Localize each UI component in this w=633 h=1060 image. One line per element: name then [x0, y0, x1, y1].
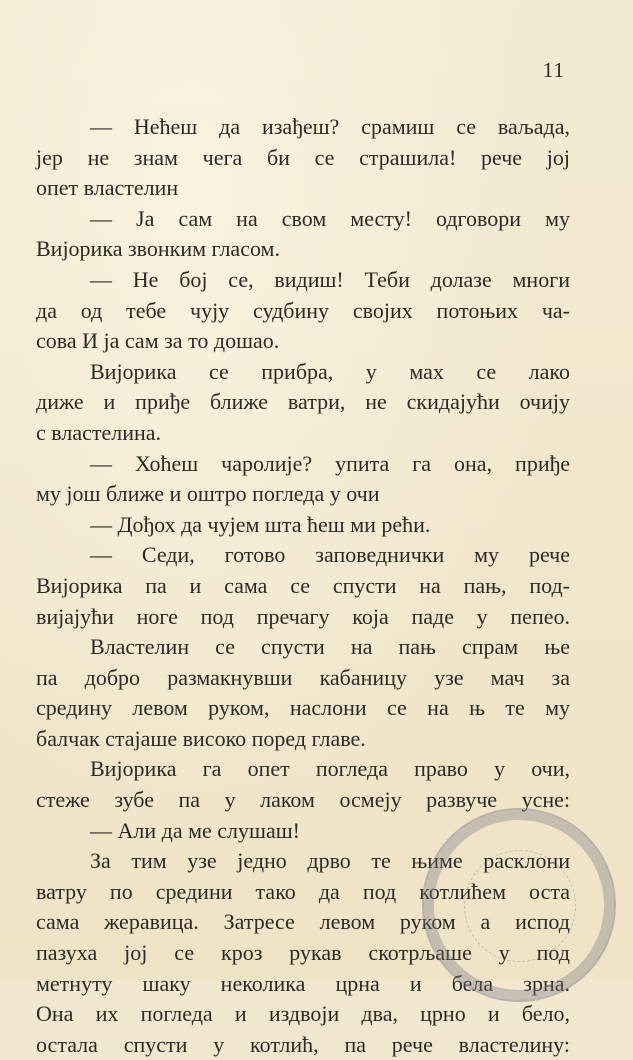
text-line: Властелин се спусти на пањ спрам ње	[90, 634, 570, 660]
text-line: му још ближе и оштро погледа у очи	[36, 481, 380, 507]
text-line: сама жеравица. Затресе левом руком а испод	[36, 909, 570, 935]
text-line: диже и приђе ближе ватри, не скидајући очију	[36, 389, 570, 415]
text-line: — Седи, готово заповеднички му рече	[90, 542, 570, 568]
text-line: опет властелин	[36, 175, 179, 201]
text-line: вијајући ноге под пречагу која паде у пепео.	[36, 603, 570, 629]
text-line: јер не знам чега би се страшила! рече јој	[36, 144, 570, 170]
text-line: да од тебе чују судбину својих потоњих ча-	[36, 297, 570, 323]
text-line: балчак стајаше високо поред главе.	[36, 725, 366, 751]
text-line: стеже зубе па у лаком осмеју развуче усне:	[36, 787, 570, 813]
library-stamp	[422, 808, 616, 1002]
text-line: Она их погледа и издвоји два, црно и бело,	[36, 1001, 570, 1027]
text-line: с властелина.	[36, 419, 162, 445]
text-line: остала спусти у котлић, па рече властелину:	[36, 1031, 570, 1057]
text-line: — Не бој се, видиш! Теби долазе многи	[90, 266, 570, 292]
text-line: метнуту шаку неколика црна и бела зрна.	[36, 970, 570, 996]
text-line: па добро размакнувши кабаницу узе мач за	[36, 664, 570, 690]
text-line: — Дођох да чујем шта ћеш ми рећи.	[90, 511, 431, 537]
text-line: Вијорика га опет погледа право у очи,	[90, 756, 570, 782]
text-line: ватру по средини тако да под котлићем оста	[36, 878, 570, 904]
text-line: средину левом руком, наслони се на њ те му	[36, 695, 570, 721]
text-line: Вијорика звонким гласом.	[36, 236, 280, 262]
library-stamp-inner-ring	[464, 850, 576, 962]
text-line: — Нећеш да изађеш? срамиш се ваљада,	[90, 114, 570, 139]
text-line: сова И ја сам за то дошао.	[36, 328, 280, 354]
text-line: За тим узе једно дрво те њиме расклони	[90, 848, 570, 874]
page-number: 11	[542, 58, 565, 82]
text-line: — Ја сам на свом месту! одговори му	[90, 205, 570, 231]
text-line: Вијорика па и сама се спусти на пањ, под-	[36, 572, 570, 598]
text-line: — Али да ме слушаш!	[90, 817, 300, 843]
text-line: Вијорика се прибра, у мах се лако	[90, 358, 570, 384]
text-line: — Хоћеш чаролије? упита га она, приђе	[90, 450, 570, 476]
text-line: пазуха јој се кроз рукав скотрљаше у под	[36, 940, 570, 966]
